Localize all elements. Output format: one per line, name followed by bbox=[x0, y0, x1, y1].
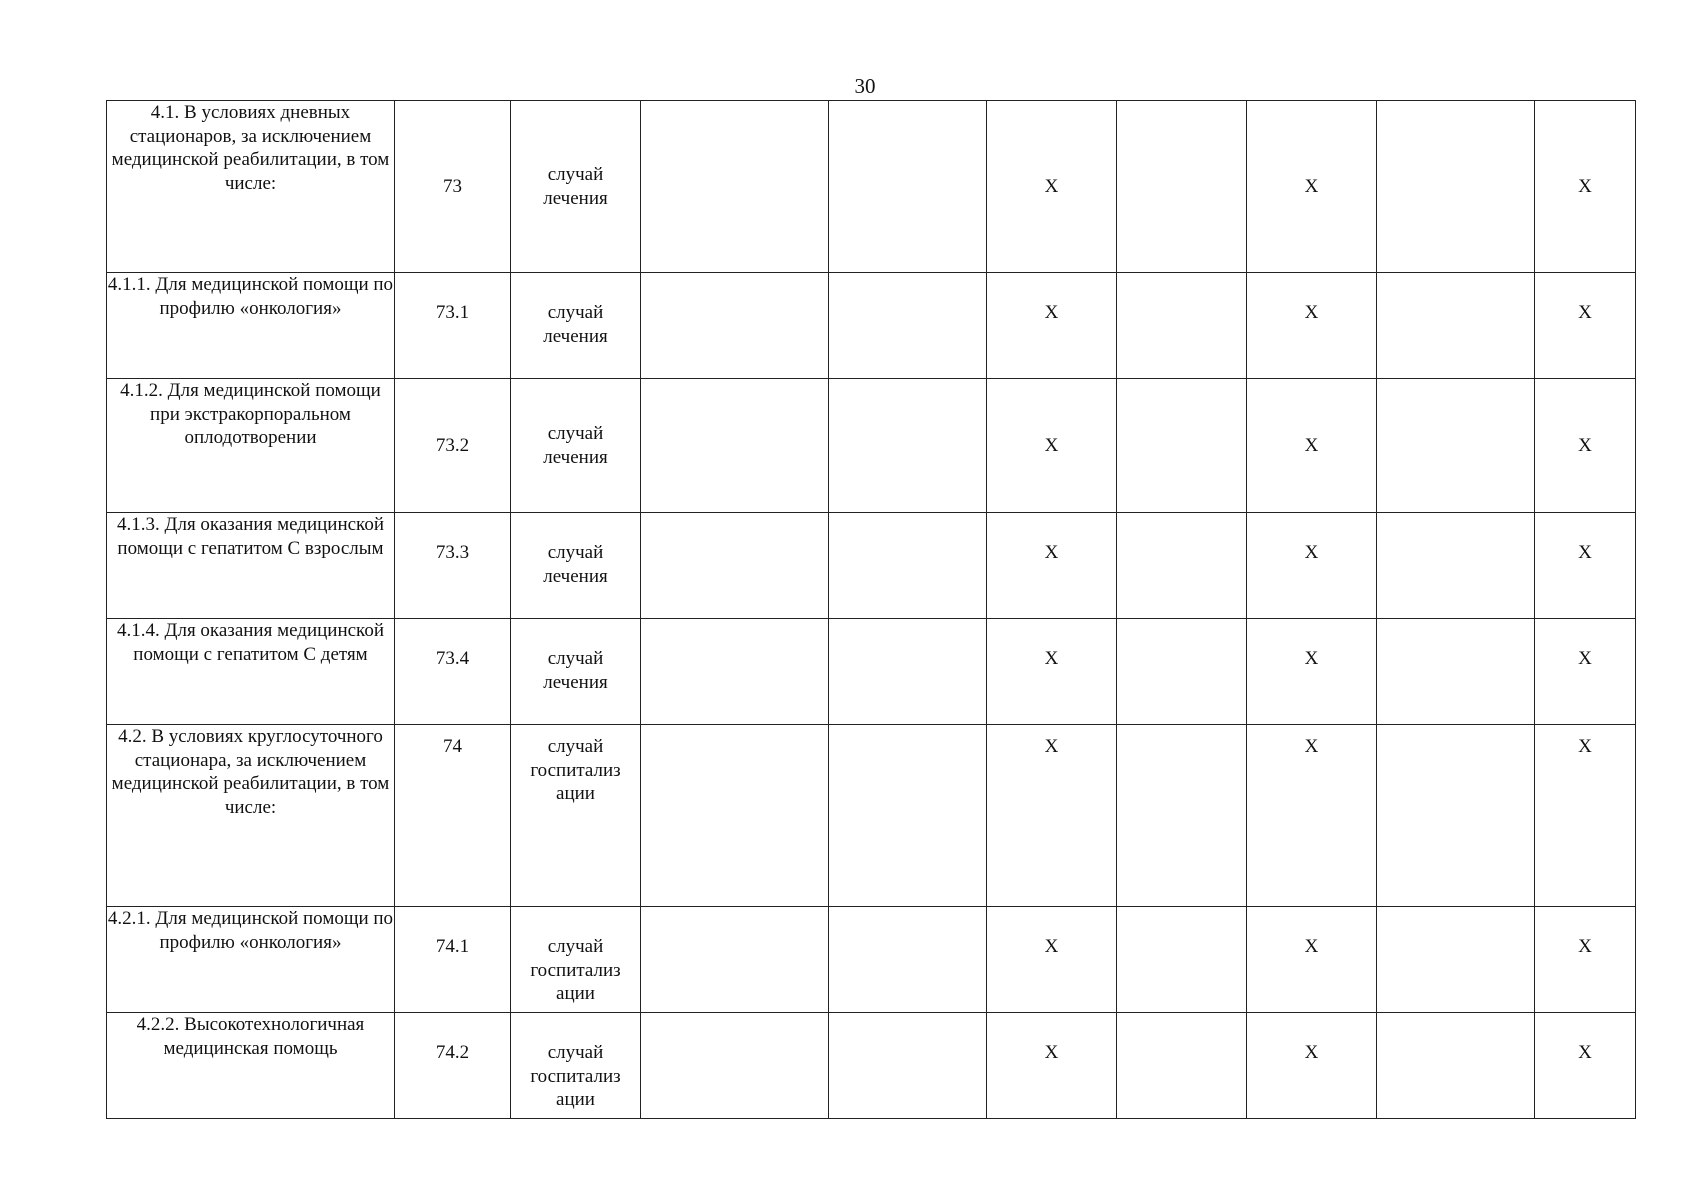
empty-cell bbox=[1377, 513, 1535, 619]
cross-mark-cell: Х bbox=[1535, 379, 1636, 513]
cross-mark-cell: Х bbox=[1535, 513, 1636, 619]
cross-mark-cell: Х bbox=[1247, 907, 1377, 1013]
page-number: 30 bbox=[854, 74, 876, 98]
row-name-cell: 4.1.2. Для медицинской помощи при экстракорпоральном оплодотворении bbox=[107, 379, 395, 513]
cross-mark-cell: Х bbox=[1247, 101, 1377, 273]
data-table bbox=[106, 100, 1636, 1119]
table-row bbox=[107, 619, 1636, 725]
row-code-cell: 73.2 bbox=[395, 379, 511, 513]
cross-mark-cell: Х bbox=[987, 907, 1117, 1013]
row-name-cell: 4.2.1. Для медицинской помощи по профилю «онкология» bbox=[107, 907, 395, 1013]
empty-cell bbox=[1377, 273, 1535, 379]
row-unit-cell-text: случай лечения bbox=[543, 302, 608, 347]
row-code-cell: 74.2 bbox=[395, 1013, 511, 1119]
row-unit-cell-text: случай лечения bbox=[543, 164, 608, 209]
row-unit-cell-text: случай лечения bbox=[543, 648, 608, 693]
table-row bbox=[107, 1013, 1636, 1119]
row-unit-cell bbox=[511, 101, 641, 273]
row-code-cell: 74.1 bbox=[395, 907, 511, 1013]
empty-cell bbox=[641, 725, 829, 907]
cross-mark-cell: Х bbox=[1247, 273, 1377, 379]
empty-cell bbox=[1117, 1013, 1247, 1119]
cross-mark-cell: Х bbox=[1535, 725, 1636, 907]
cross-mark-cell: Х bbox=[987, 513, 1117, 619]
cross-mark-cell: Х bbox=[1535, 907, 1636, 1013]
empty-cell bbox=[1377, 101, 1535, 273]
empty-cell bbox=[1117, 725, 1247, 907]
row-code-cell: 73.3 bbox=[395, 513, 511, 619]
row-name-cell: 4.2.2. Высокотехнологичная медицинская помощь bbox=[107, 1013, 395, 1119]
row-unit-cell-text: случай госпитализ ации bbox=[530, 1042, 621, 1110]
empty-cell bbox=[641, 513, 829, 619]
empty-cell bbox=[829, 907, 987, 1013]
table-row bbox=[107, 907, 1636, 1013]
cross-mark-cell: Х bbox=[1247, 619, 1377, 725]
row-code-cell: 73 bbox=[395, 101, 511, 273]
row-unit-cell-text: случай госпитализ ации bbox=[530, 736, 621, 804]
empty-cell bbox=[1117, 273, 1247, 379]
row-unit-cell bbox=[511, 619, 641, 725]
empty-cell bbox=[1377, 725, 1535, 907]
cross-mark-cell: Х bbox=[987, 1013, 1117, 1119]
empty-cell bbox=[641, 379, 829, 513]
cross-mark-cell: Х bbox=[987, 273, 1117, 379]
empty-cell bbox=[641, 907, 829, 1013]
row-code-cell: 73.4 bbox=[395, 619, 511, 725]
empty-cell bbox=[1117, 513, 1247, 619]
empty-cell bbox=[1377, 619, 1535, 725]
cross-mark-cell: Х bbox=[1247, 379, 1377, 513]
table-row bbox=[107, 725, 1636, 907]
empty-cell bbox=[1117, 907, 1247, 1013]
row-unit-cell-text: случай лечения bbox=[543, 542, 608, 587]
row-name-cell: 4.1. В условиях дневных стационаров, за исключением медицинской реабилитации, в том числе: bbox=[107, 101, 395, 273]
row-unit-cell bbox=[511, 907, 641, 1013]
row-name-cell: 4.2. В условиях круглосуточного стационара, за исключением медицинской реабилитации, в том числе: bbox=[107, 725, 395, 907]
row-code-cell: 74 bbox=[395, 725, 511, 907]
row-unit-cell bbox=[511, 725, 641, 907]
cross-mark-cell: Х bbox=[1535, 273, 1636, 379]
empty-cell bbox=[1117, 101, 1247, 273]
cross-mark-cell: Х bbox=[987, 725, 1117, 907]
empty-cell bbox=[829, 101, 987, 273]
empty-cell bbox=[641, 273, 829, 379]
row-unit-cell bbox=[511, 1013, 641, 1119]
empty-cell bbox=[1377, 907, 1535, 1013]
cross-mark-cell: Х bbox=[987, 101, 1117, 273]
row-name-cell: 4.1.4. Для оказания медицинской помощи с гепатитом С детям bbox=[107, 619, 395, 725]
cross-mark-cell: Х bbox=[987, 379, 1117, 513]
cross-mark-cell: Х bbox=[987, 619, 1117, 725]
cross-mark-cell: Х bbox=[1247, 513, 1377, 619]
empty-cell bbox=[829, 725, 987, 907]
empty-cell bbox=[829, 1013, 987, 1119]
empty-cell bbox=[641, 101, 829, 273]
row-code-cell: 73.1 bbox=[395, 273, 511, 379]
table-row bbox=[107, 101, 1636, 273]
empty-cell bbox=[641, 1013, 829, 1119]
row-unit-cell bbox=[511, 379, 641, 513]
empty-cell bbox=[1117, 379, 1247, 513]
table-body bbox=[107, 101, 1636, 1119]
empty-cell bbox=[1377, 1013, 1535, 1119]
cross-mark-cell: Х bbox=[1247, 725, 1377, 907]
table-row bbox=[107, 513, 1636, 619]
empty-cell bbox=[829, 513, 987, 619]
row-unit-cell-text: случай госпитализ ации bbox=[530, 936, 621, 1004]
cross-mark-cell: Х bbox=[1535, 619, 1636, 725]
table-row bbox=[107, 379, 1636, 513]
cross-mark-cell: Х bbox=[1535, 1013, 1636, 1119]
row-unit-cell-text: случай лечения bbox=[543, 423, 608, 468]
empty-cell bbox=[829, 273, 987, 379]
cross-mark-cell: Х bbox=[1247, 1013, 1377, 1119]
empty-cell bbox=[829, 379, 987, 513]
empty-cell bbox=[829, 619, 987, 725]
empty-cell bbox=[641, 619, 829, 725]
cross-mark-cell: Х bbox=[1535, 101, 1636, 273]
table-row bbox=[107, 273, 1636, 379]
empty-cell bbox=[1117, 619, 1247, 725]
row-name-cell: 4.1.3. Для оказания медицинской помощи с гепатитом С взрослым bbox=[107, 513, 395, 619]
empty-cell bbox=[1377, 379, 1535, 513]
row-unit-cell bbox=[511, 513, 641, 619]
row-name-cell: 4.1.1. Для медицинской помощи по профилю «онкология» bbox=[107, 273, 395, 379]
row-unit-cell bbox=[511, 273, 641, 379]
